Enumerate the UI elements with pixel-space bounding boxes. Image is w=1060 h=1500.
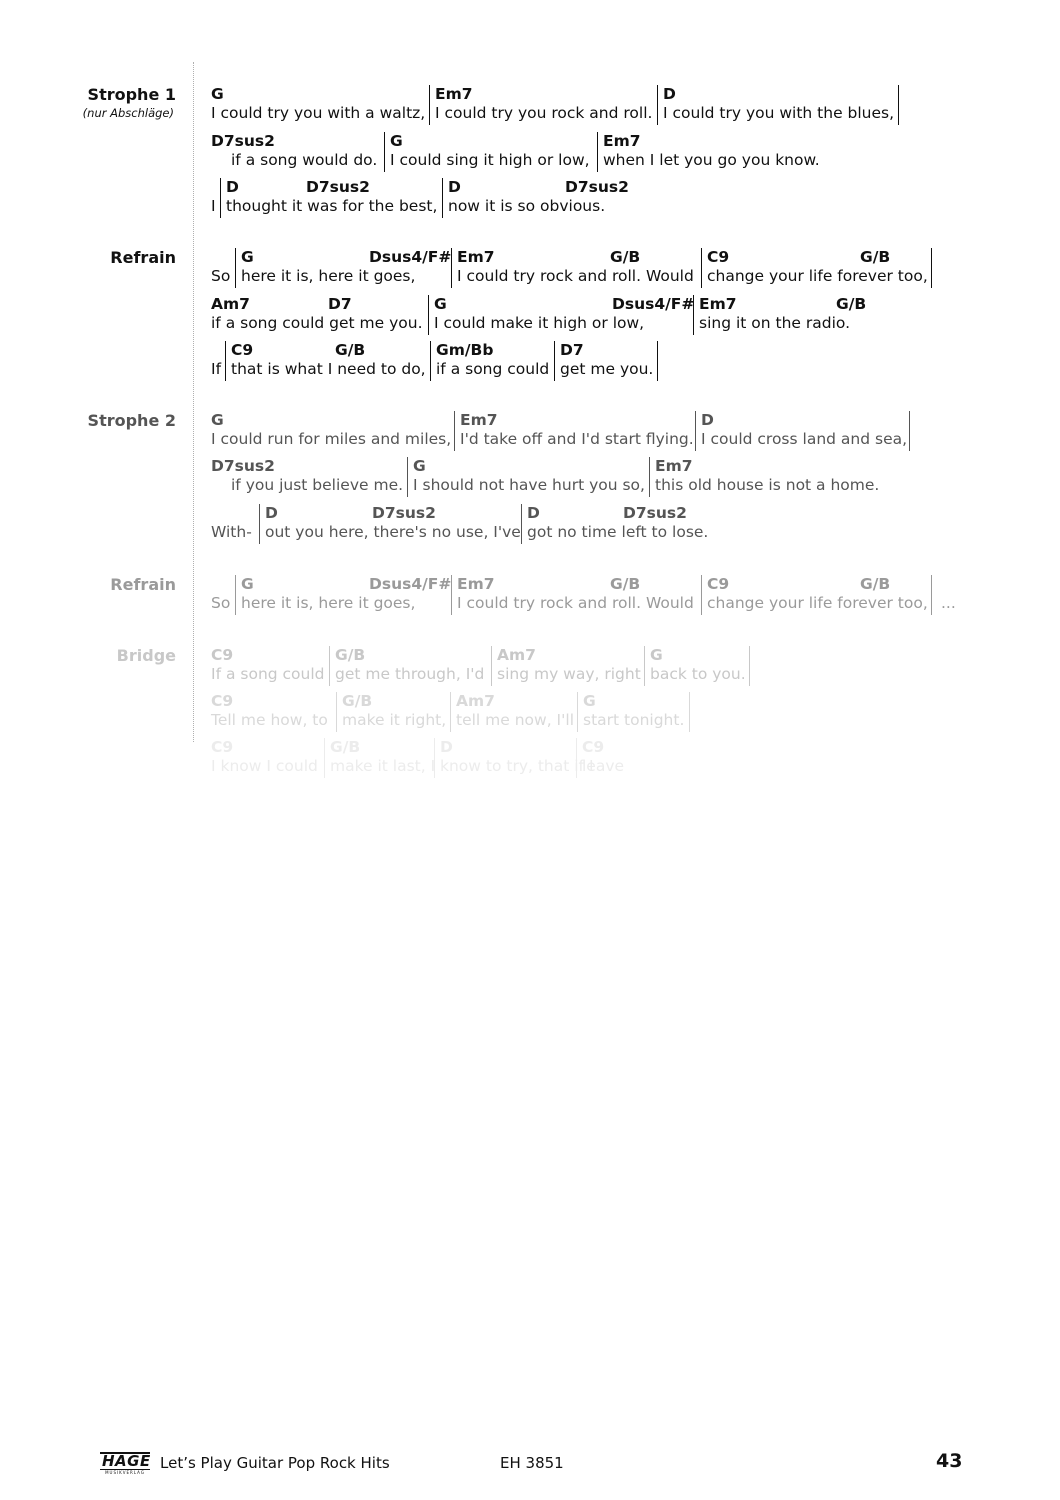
lyric-text: make it right, xyxy=(342,711,447,729)
chord-symbol: D7 xyxy=(560,341,584,359)
lyric-text: So xyxy=(211,267,231,285)
measure-segment-with-barline xyxy=(430,341,550,381)
lyric-text: So xyxy=(211,594,231,612)
chord-symbol: G xyxy=(650,646,663,664)
section-label: Refrain xyxy=(110,248,176,267)
chord-symbol: Em7 xyxy=(699,295,737,313)
measure-segment-with-barline xyxy=(451,575,694,615)
measure-segment-with-barline xyxy=(701,248,928,288)
chord-symbol: D7sus2 xyxy=(211,457,275,475)
section-divider-line xyxy=(193,62,194,742)
lyric-text: tell me now, I'll xyxy=(456,711,574,729)
chord-symbol: D7sus2 xyxy=(372,504,436,522)
lyric-text: know to try, that if I xyxy=(440,757,594,775)
page-footer xyxy=(0,1450,1060,1480)
chord-symbol: D7sus2 xyxy=(306,178,370,196)
chord-symbol: D xyxy=(440,738,453,756)
end-barline xyxy=(749,646,750,686)
section-label: Refrain xyxy=(110,575,176,594)
lyric-text: if a song could get me you. xyxy=(211,314,423,332)
lyric-text: If xyxy=(211,360,222,378)
measure-segment-with-barline xyxy=(657,85,895,125)
measure-segment-with-barline xyxy=(695,411,908,451)
section-label: Bridge xyxy=(116,646,176,665)
chord-symbol: G/B xyxy=(342,692,373,710)
chord-symbol: D xyxy=(226,178,239,196)
chord-symbol: Em7 xyxy=(457,575,495,593)
measure-segment-with-barline xyxy=(451,248,694,288)
lyric-text: if a song could xyxy=(436,360,550,378)
chord-symbol: Dsus4/F# xyxy=(369,248,452,266)
lyric-text: sing my way, right xyxy=(497,665,641,683)
lyric-text: I'd take off and I'd start flying. xyxy=(460,430,694,448)
measure-segment-with-barline xyxy=(429,85,653,125)
measure-segment-with-barline xyxy=(407,457,645,497)
chord-symbol: G xyxy=(241,575,254,593)
chord-symbol: G xyxy=(413,457,426,475)
lyric-text: got no time left to lose. xyxy=(527,523,709,541)
measure-segment-with-barline xyxy=(220,178,438,218)
catalog-number: EH 3851 xyxy=(500,1454,564,1472)
lyric-text: If a song could xyxy=(211,665,325,683)
chord-symbol: Em7 xyxy=(457,248,495,266)
chord-symbol: Am7 xyxy=(456,692,495,710)
chord-symbol: G xyxy=(241,248,254,266)
chord-symbol: G xyxy=(390,132,403,150)
chord-symbol: C9 xyxy=(707,248,730,266)
measure-segment-with-barline xyxy=(428,295,695,335)
lyric-text: start tonight. xyxy=(583,711,685,729)
lyric-text: I xyxy=(211,197,216,215)
measure-segment-with-barline xyxy=(329,646,485,686)
measure-segment-with-barline xyxy=(576,738,625,778)
chord-symbol: D xyxy=(265,504,278,522)
section-label: Strophe 1 xyxy=(87,85,176,104)
lyric-text: I could try you with a waltz, xyxy=(211,104,426,122)
chord-symbol: Dsus4/F# xyxy=(369,575,452,593)
chord-symbol: C9 xyxy=(231,341,254,359)
lyric-text: make it last, I xyxy=(330,757,436,775)
chord-symbol: D7sus2 xyxy=(211,132,275,150)
chord-symbol: D7 xyxy=(328,295,352,313)
chord-symbol: C9 xyxy=(707,575,730,593)
chord-symbol: Am7 xyxy=(211,295,250,313)
lyric-text: I could run for miles and miles, xyxy=(211,430,452,448)
chord-symbol: C9 xyxy=(211,738,234,756)
lyric-text: Tell me how, to xyxy=(211,711,328,729)
logo-wordmark: HAGE xyxy=(102,1452,151,1470)
chord-symbol: Gm/Bb xyxy=(436,341,494,359)
end-barline xyxy=(931,575,932,615)
lyric-text: if a song would do. xyxy=(231,151,378,169)
chord-symbol: G/B xyxy=(860,248,891,266)
lyric-text: change your life forever too, xyxy=(707,267,928,285)
measure-segment-with-barline xyxy=(454,411,694,451)
section-label: Strophe 2 xyxy=(87,411,176,430)
chord-symbol: G/B xyxy=(860,575,891,593)
lyric-text: I could make it high or low, xyxy=(434,314,645,332)
measure-segment-with-barline xyxy=(336,692,447,732)
lyric-text: thought it was for the best, xyxy=(226,197,438,215)
measure-segment-with-barline xyxy=(384,132,590,172)
chord-symbol: G xyxy=(434,295,447,313)
chord-symbol: G/B xyxy=(335,341,366,359)
lyric-text: change your life forever too, xyxy=(707,594,928,612)
chord-symbol: D7sus2 xyxy=(623,504,687,522)
section-sublabel: (nur Abschläge) xyxy=(82,106,174,120)
lyric-text: that is what I need to do, xyxy=(231,360,426,378)
book-title: Let’s Play Guitar Pop Rock Hits xyxy=(160,1454,390,1472)
lyric-text: I could try you with the blues, xyxy=(663,104,895,122)
measure-segment xyxy=(210,341,222,381)
lyric-text: I should not have hurt you so, xyxy=(413,476,645,494)
end-barline xyxy=(909,411,910,451)
measure-segment-with-barline xyxy=(225,341,426,381)
measure-segment xyxy=(210,457,404,497)
chord-symbol: Em7 xyxy=(655,457,693,475)
measure-segment xyxy=(210,692,328,732)
lyric-text: I could sing it high or low, xyxy=(390,151,590,169)
measure-segment-with-barline xyxy=(554,341,654,381)
logo-subtext: MUSIKVERLAG xyxy=(105,1470,145,1475)
measure-segment xyxy=(210,178,216,218)
measure-segment-with-barline xyxy=(521,504,709,544)
measure-segment xyxy=(210,504,252,544)
measure-segment xyxy=(210,411,452,451)
lyric-text: get me through, I'd xyxy=(335,665,485,683)
chord-symbol: D xyxy=(527,504,540,522)
chord-symbol: D xyxy=(448,178,461,196)
chord-symbol: D xyxy=(701,411,714,429)
page-number: 43 xyxy=(936,1450,963,1472)
continuation-mark: ... xyxy=(941,594,956,612)
lyric-text: now it is so obvious. xyxy=(448,197,606,215)
measure-segment-with-barline xyxy=(597,132,820,172)
lyric-text: I know I could xyxy=(211,757,318,775)
chord-symbol: Em7 xyxy=(435,85,473,103)
measure-segment-with-barline xyxy=(259,504,521,544)
measure-segment-with-barline xyxy=(442,178,629,218)
measure-segment xyxy=(210,132,378,172)
chord-symbol: C9 xyxy=(582,738,605,756)
lyric-text: out you here, there's no use, I've xyxy=(265,523,521,541)
chord-symbol: G xyxy=(211,85,224,103)
measure-segment xyxy=(210,738,318,778)
measure-segment xyxy=(210,295,423,335)
measure-segment-with-barline xyxy=(649,457,880,497)
lyric-text: back to you. xyxy=(650,665,746,683)
measure-segment-with-barline xyxy=(644,646,746,686)
end-barline xyxy=(898,85,899,125)
lyric-text: I could cross land and sea, xyxy=(701,430,908,448)
measure-segment-with-barline xyxy=(491,646,641,686)
chord-symbol: C9 xyxy=(211,692,234,710)
lyric-text: this old house is not a home. xyxy=(655,476,880,494)
lyric-text: I could try you rock and roll. xyxy=(435,104,653,122)
chord-symbol: G/B xyxy=(610,248,641,266)
measure-segment xyxy=(210,575,231,615)
end-barline xyxy=(657,341,658,381)
measure-segment-with-barline xyxy=(693,295,867,335)
chord-symbol: G xyxy=(211,411,224,429)
lyric-text: if you just believe me. xyxy=(231,476,404,494)
chord-symbol: G/B xyxy=(610,575,641,593)
lyric-text: get me you. xyxy=(560,360,654,378)
chord-symbol: G/B xyxy=(836,295,867,313)
lyric-text: I could try rock and roll. Would xyxy=(457,267,694,285)
measure-segment-with-barline xyxy=(235,248,452,288)
chord-symbol: Am7 xyxy=(497,646,536,664)
measure-segment-with-barline xyxy=(324,738,436,778)
measure-segment-with-barline xyxy=(577,692,685,732)
measure-segment-with-barline xyxy=(235,575,452,615)
lyric-text: here it is, here it goes, xyxy=(241,267,416,285)
lyric-text: With- xyxy=(211,523,252,541)
chord-symbol: G xyxy=(583,692,596,710)
measure-segment xyxy=(210,85,426,125)
lyric-text: I could try rock and roll. Would xyxy=(457,594,694,612)
chord-symbol: C9 xyxy=(211,646,234,664)
chord-symbol: G/B xyxy=(335,646,366,664)
end-barline xyxy=(931,248,932,288)
chord-symbol: Em7 xyxy=(603,132,641,150)
lyric-text: leave xyxy=(582,757,625,775)
lyric-text: here it is, here it goes, xyxy=(241,594,416,612)
measure-segment xyxy=(210,646,325,686)
measure-segment-with-barline xyxy=(701,575,928,615)
chord-symbol: D xyxy=(663,85,676,103)
lyric-text: sing it on the radio. xyxy=(699,314,851,332)
chord-symbol: G/B xyxy=(330,738,361,756)
publisher-logo xyxy=(100,1452,150,1474)
chord-symbol: Em7 xyxy=(460,411,498,429)
end-barline xyxy=(689,692,690,732)
chord-symbol: Dsus4/F# xyxy=(612,295,695,313)
chord-symbol: D7sus2 xyxy=(565,178,629,196)
lyric-text: when I let you go you know. xyxy=(603,151,820,169)
measure-segment xyxy=(210,248,231,288)
measure-segment-with-barline xyxy=(450,692,574,732)
